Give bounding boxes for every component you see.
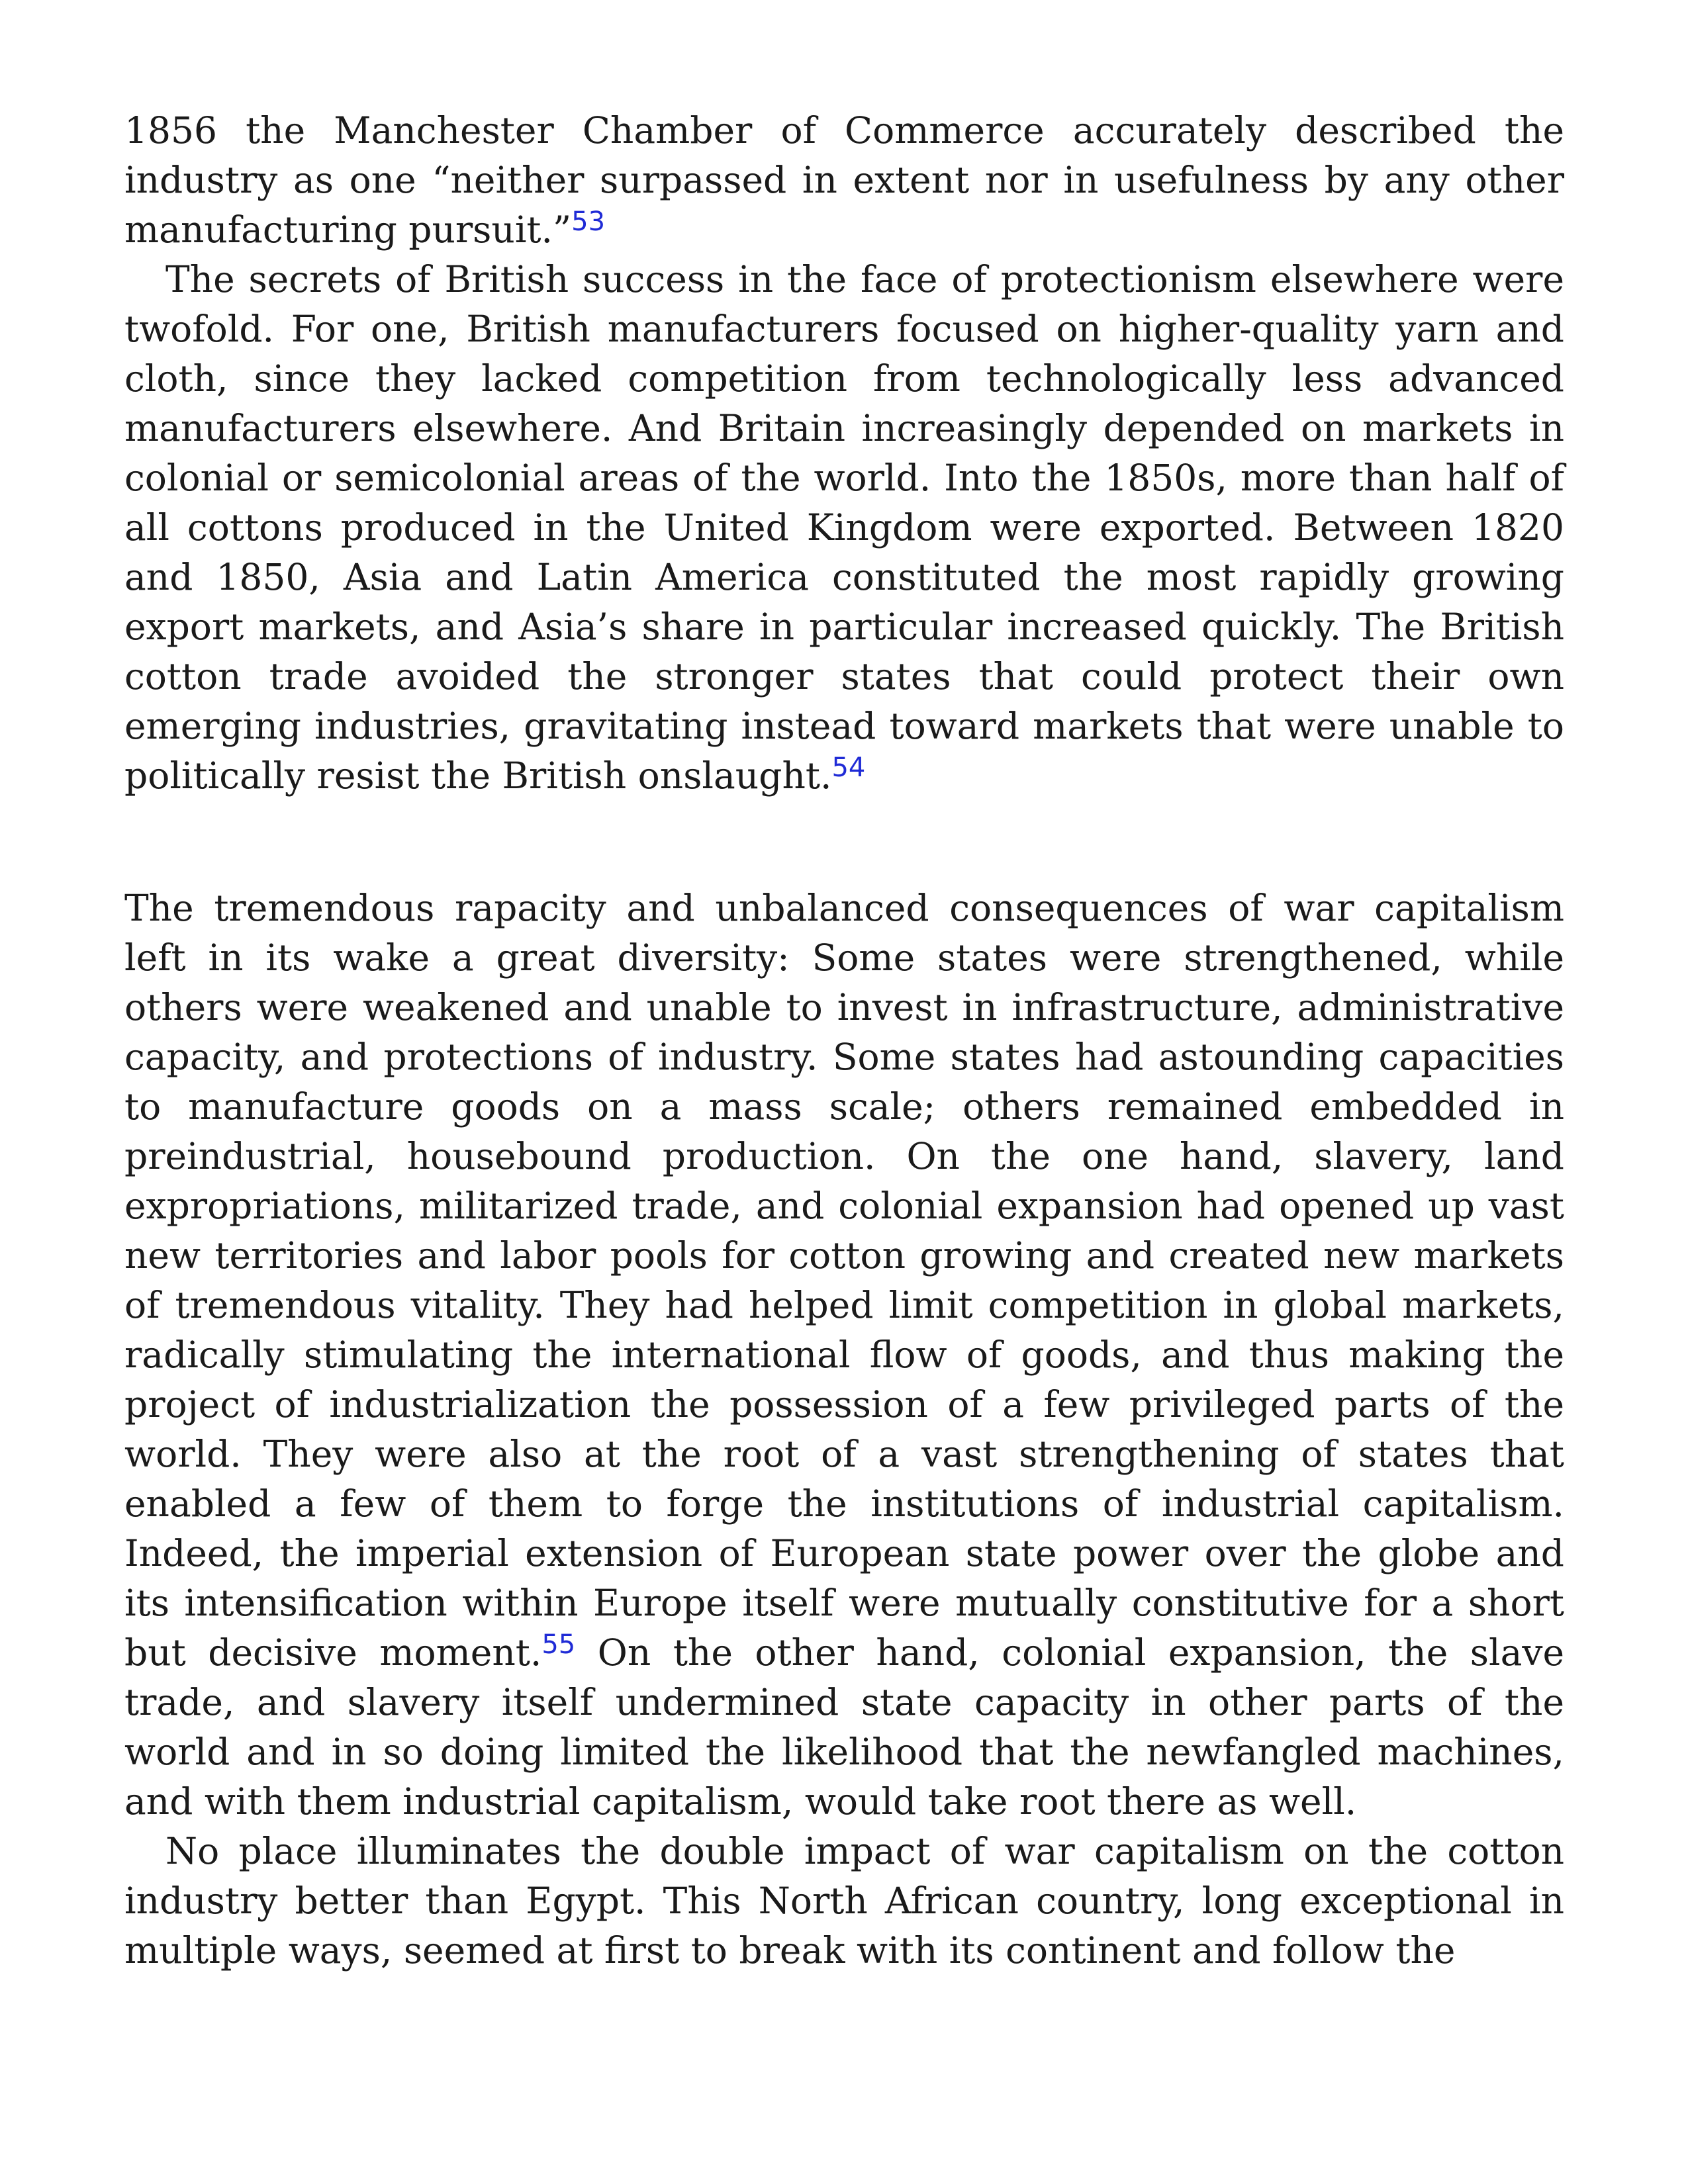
paragraph-2 (124, 255, 1564, 801)
footnote-ref-54[interactable]: 54 (831, 752, 866, 783)
paragraph-text: The tremendous rapacity and unbalanced consequences of war capitalism left in its wake a great diversity: Some states were strengthened, while others were weakened and unable to invest in infrastructure, administrative capacity, and protections of industry. Some states had astounding capacities to manufacture goods on a mass scale; others remained embedded in preindustrial, housebound production. On the one hand, slavery, land expropriations, militarized trade, and colonial expansion had opened up vast new territories and labor pools for cotton growing and created new markets of tremendous vitality. They had helped limit competition in global markets, radically stimulating the international flow of goods, and thus making the project of industrialization the possession of a few privileged parts of the world. They were also at the root of a vast strengthening of states that enabled a few of them to forge the institutions of industrial capitalism. Indeed, the imperial extension of European state power over the globe and its intensification within Europe itself were mutually constitutive for a short but decisive moment. (124, 887, 1564, 1674)
footnote-ref-55[interactable]: 55 (541, 1629, 576, 1660)
paragraph-text: On the other hand, colonial expansion, the slave trade, and slavery itself undermined state capacity in other parts of the world and in so doing limited the likelihood that the newfangled machines, and with them industrial capitalism, would take root there as well. (124, 1631, 1565, 1823)
paragraph-4 (124, 1827, 1564, 1976)
paragraph-text: No place illuminates the double impact of war capitalism on the cotton industry better than Egypt. This North African country, long exceptional in multiple ways, seemed at first to break with its continent and follow the (124, 1830, 1564, 1972)
document-page (124, 106, 1564, 1976)
paragraph-text: The secrets of British success in the face of protectionism elsewhere were twofold. For one, British manufacturers focused on higher-quality yarn and cloth, since they lacked competition from technologically less advanced manufacturers elsewhere. And Britain increasingly depended on markets in colonial or semicolonial areas of the world. Into the 1850s, more than half of all cottons produced in the United Kingdom were exported. Between 1820 and 1850, Asia and Latin America constituted the most rapidly growing export markets, and Asia’s share in particular increased quickly. The British cotton trade avoided the stronger states that could protect their own emerging industries, gravitating instead toward markets that were unable to politically resist the British onslaught. (124, 258, 1564, 797)
paragraph-text: 1856 the Manchester Chamber of Commerce accurately described the industry as one “neither surpassed in extent nor in usefulness by any other manufacturing pursuit.” (124, 109, 1564, 251)
footnote-ref-53[interactable]: 53 (571, 206, 606, 237)
paragraph-3 (124, 884, 1564, 1827)
section-break (124, 801, 1564, 884)
paragraph-1 (124, 106, 1564, 255)
